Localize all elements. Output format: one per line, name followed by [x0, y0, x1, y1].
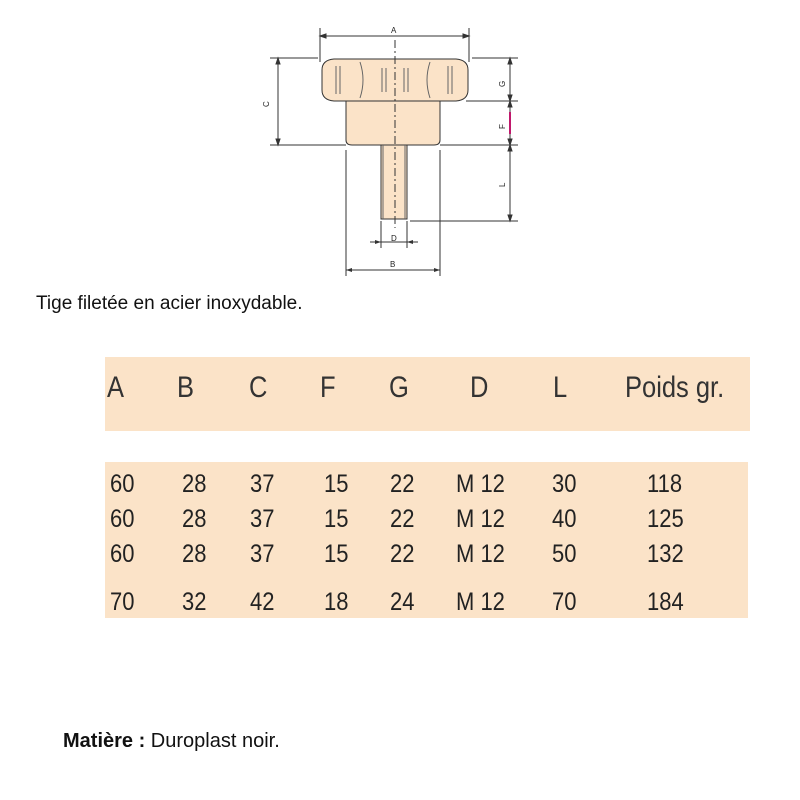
- cell: 118: [647, 470, 683, 498]
- cell: 40: [552, 505, 577, 533]
- cell: 37: [250, 540, 275, 568]
- threaded-stem: [381, 145, 407, 219]
- knob-technical-drawing: [0, 0, 800, 300]
- header-d: D: [470, 371, 489, 404]
- header-c: C: [249, 371, 268, 404]
- cell: 70: [110, 588, 135, 616]
- dim-label-d: D: [391, 234, 397, 243]
- cell: 24: [390, 588, 415, 616]
- dim-label-f: F: [498, 124, 507, 129]
- cell: 28: [182, 540, 207, 568]
- cell: 50: [552, 540, 577, 568]
- header-l: L: [553, 371, 568, 404]
- header-poids: Poids gr.: [625, 371, 725, 404]
- cell: 18: [324, 588, 349, 616]
- dim-label-g: G: [498, 80, 507, 87]
- dim-label-l: L: [498, 182, 507, 187]
- cell: 60: [110, 470, 135, 498]
- dim-label-a: A: [391, 26, 397, 35]
- cell: 132: [647, 540, 684, 568]
- dim-label-c: C: [262, 101, 271, 107]
- header-a: A: [107, 371, 125, 404]
- cell: 22: [390, 540, 415, 568]
- thread-caption: Tige filetée en acier inoxydable.: [36, 293, 303, 314]
- cell: 37: [250, 505, 275, 533]
- cell: 22: [390, 470, 415, 498]
- cell: 70: [552, 588, 577, 616]
- cell: 15: [324, 470, 349, 498]
- material-value: Duroplast noir.: [145, 730, 280, 752]
- cell: 15: [324, 540, 349, 568]
- cell: 60: [110, 540, 135, 568]
- cell: 30: [552, 470, 577, 498]
- cell: 22: [390, 505, 415, 533]
- cell: 125: [647, 505, 684, 533]
- dim-label-b: B: [390, 260, 396, 269]
- material-line: [63, 730, 280, 753]
- knob-base: [346, 101, 440, 145]
- header-b: B: [177, 371, 195, 404]
- cell: M 12: [456, 470, 505, 498]
- cell: 28: [182, 470, 207, 498]
- cell: 28: [182, 505, 207, 533]
- material-label: Matière :: [63, 730, 146, 752]
- cell: M 12: [456, 540, 505, 568]
- cell: M 12: [456, 505, 505, 533]
- cell: 15: [324, 505, 349, 533]
- cell: 184: [647, 588, 684, 616]
- cell: 37: [250, 470, 275, 498]
- cell: 42: [250, 588, 275, 616]
- header-f: F: [320, 371, 336, 404]
- cell: 32: [182, 588, 207, 616]
- header-g: G: [389, 371, 409, 404]
- cell: 60: [110, 505, 135, 533]
- cell: M 12: [456, 588, 505, 616]
